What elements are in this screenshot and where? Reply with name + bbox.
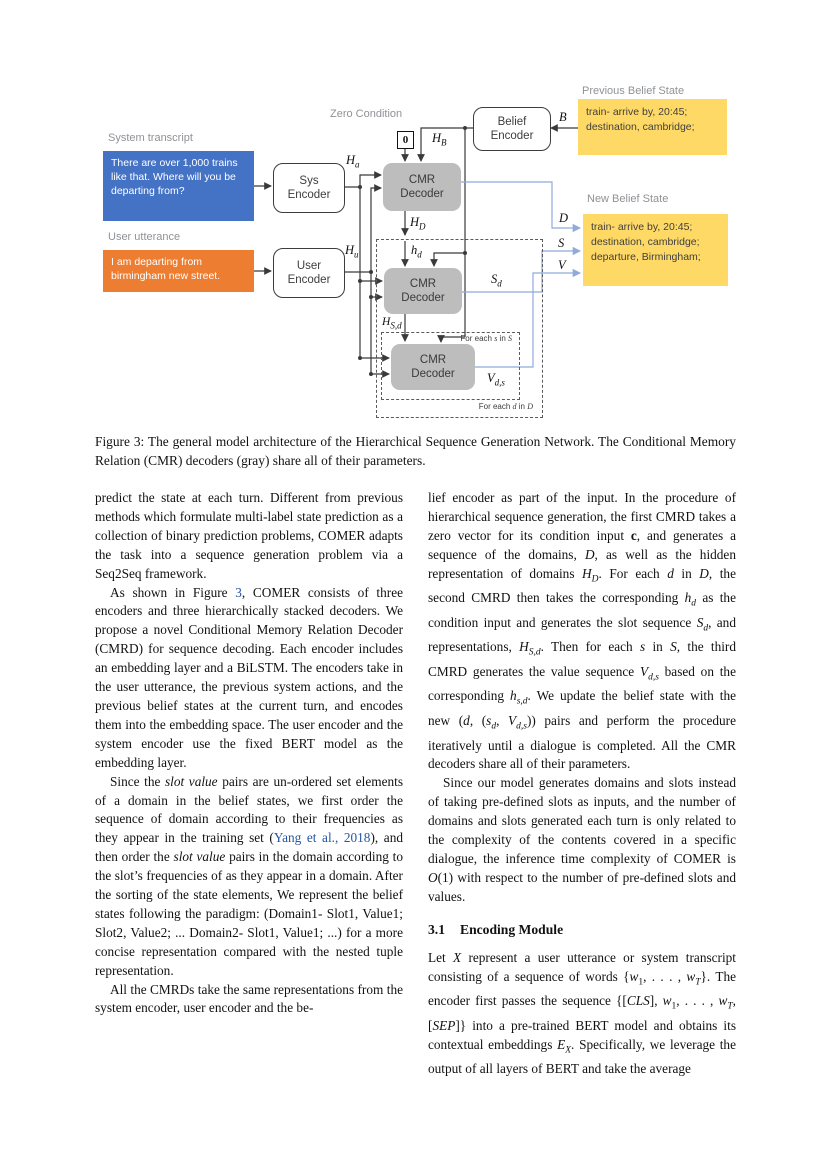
body-columns — [95, 489, 736, 1079]
section-number: 3.1 — [428, 921, 445, 937]
user-utterance-label: User utterance — [108, 231, 181, 243]
cmr-decoder-2-label: CMR Decoder — [401, 277, 445, 304]
belief-encoder-label: Belief Encoder — [490, 115, 534, 142]
math-hsd: $H_{S,d}$ — [382, 316, 402, 331]
math-vds: $V_{d,s}$ — [487, 371, 505, 388]
cmr-decoder-1-label: CMR Decoder — [400, 173, 444, 200]
right-column — [428, 489, 736, 1079]
paragraph: All the CMRDs take the same representations from the system encoder, user encoder and the be- — [95, 981, 403, 1016]
new-belief-state-box: train- arrive by, 20:45; destination, cambridge; departure, Birmingham; — [583, 214, 728, 286]
cmr-decoder-3 — [391, 344, 475, 390]
section-heading-3-1 — [428, 921, 736, 940]
cmr-decoder-2 — [384, 268, 462, 314]
user-utterance-box: I am departing from birmingham new street. — [103, 250, 254, 292]
paragraph: predict the state at each turn. Different from previous methods which formulate multi-label state prediction as a collection of binary prediction problems, COMER adapts the task into a sequence generation problem via a Seq2Seq framework. — [95, 490, 403, 581]
section-title: Encoding Module — [460, 921, 564, 937]
figure-3-ref[interactable]: 3 — [235, 584, 242, 600]
citation-yang-2018[interactable]: Yang et al., 2018 — [273, 830, 371, 846]
math-hd-cap: $H_D$ — [410, 215, 426, 232]
paragraph: Since our model generates domains and slots instead of taking pre-defined slots as inputs, and the number of domains and slots generated each turn is only related to the complexity of the contents covered in a specific dialogue, the inference time complexity of COMER is O(1) with respect to the number of pre-defined slots and values. — [428, 775, 736, 904]
math-b: B — [559, 110, 567, 124]
math-v: V — [558, 258, 566, 272]
system-transcript-label: System transcript — [108, 132, 193, 144]
belief-encoder-node — [473, 107, 551, 151]
figure-caption: Figure 3: The general model architecture of the Hierarchical Sequence Generation Network. The Conditional Memory Relation (CMR) decoders (gray) share all of their parameters. — [95, 434, 736, 468]
zero-condition-label: Zero Condition — [330, 108, 403, 120]
math-d: D — [559, 211, 569, 225]
for-each-d-label: For each d in D — [478, 402, 533, 411]
math-sd: $S_d$ — [491, 272, 502, 289]
math-hb: $H_B$ — [432, 131, 447, 148]
math-hd: $h_d$ — [411, 243, 422, 260]
paragraph: As shown in Figure 3, COMER consists of three encoders and three hierarchically stacked decoders. We propose a novel Conditional Memory Relation Decoder (CMRD) for sequence decoding. Each encoder includes an embedding layer and a BiLSTM. The encoders take in the user utterance, the previous system actions, and the previous belief states at the current turn, and encodes them into the embedding space. The user encoder and the system encoder use the fixed BERT model as the embedding layer. — [95, 584, 403, 770]
math-s: S — [558, 236, 565, 250]
system-transcript-box: There are over 1,000 trains like that. Where will you be departing from? — [103, 151, 254, 221]
cmr-decoder-1 — [383, 163, 461, 211]
paragraph: Let X represent a user utterance or system transcript consisting of a sequence of words {$w_1$, . . . , $w_T$}. The encoder first passes the sequence {[CLS], $w_1$, . . . , $w_T$, [SEP]} into a pre-trained BERT model and obtains its contextual embeddings $E_X$. Specifically, we leverage the output of all layers of BERT and take the average — [428, 949, 737, 1077]
user-encoder-label: User Encoder — [287, 259, 331, 286]
math-hu: $H_u$ — [345, 243, 359, 260]
user-encoder-node — [273, 248, 345, 298]
left-column — [95, 489, 403, 1079]
figure-3-diagram — [90, 85, 740, 430]
paragraph: Since the slot value pairs are un-ordered set elements of a domain in the belief states, we first order the sequence of domain according to their frequencies as they appear in the training set (Yang et al., 2018), and then order the slot value pairs in the domain according to the slot’s frequencies of as they appear in a domain. After the sorting of the state elements, We represent the belief states following the paradigm: (Domain1- Slot1, Value1; Slot2, Value2; ... Domain2- Slot1, Value1; ...) for a more concise representation compared with the nested tuple representation. — [95, 773, 404, 978]
previous-belief-state-box: train- arrive by, 20:45; destination, cambridge; — [578, 99, 727, 155]
previous-belief-state-label: Previous Belief State — [582, 85, 685, 97]
cmr-decoder-3-label: CMR Decoder — [411, 353, 455, 380]
math-ha: $H_a$ — [346, 153, 360, 170]
sys-encoder-label: Sys Encoder — [287, 174, 331, 201]
new-belief-state-label: New Belief State — [587, 193, 669, 205]
paragraph: lief encoder as part of the input. In the procedure of hierarchical sequence generation, the first CMRD takes a zero vector for its condition input c, and generates a sequence of the domains, D, as well as the hidden representation of domains $H_D$. For each d in D, the second CMRD then takes the corresponding $h_d$ as the condition input and generates the slot sequence $S_d$, and representations, $H_{S,d}$. Then for each s in S, the third CMRD generates the value sequence $V_{d,s}$ based on the corresponding $h_{s,d}$. We update the belief state with the new (d, ($s_d$, $V_{d,s}$)) pairs and perform the procedure iteratively until a dialogue is completed. All the CMR decoders share all of their parameters. — [428, 490, 737, 772]
for-each-s-label: For each s in S — [460, 334, 512, 343]
sys-encoder-node — [273, 163, 345, 213]
zero-vector-box: 0 — [397, 131, 414, 149]
